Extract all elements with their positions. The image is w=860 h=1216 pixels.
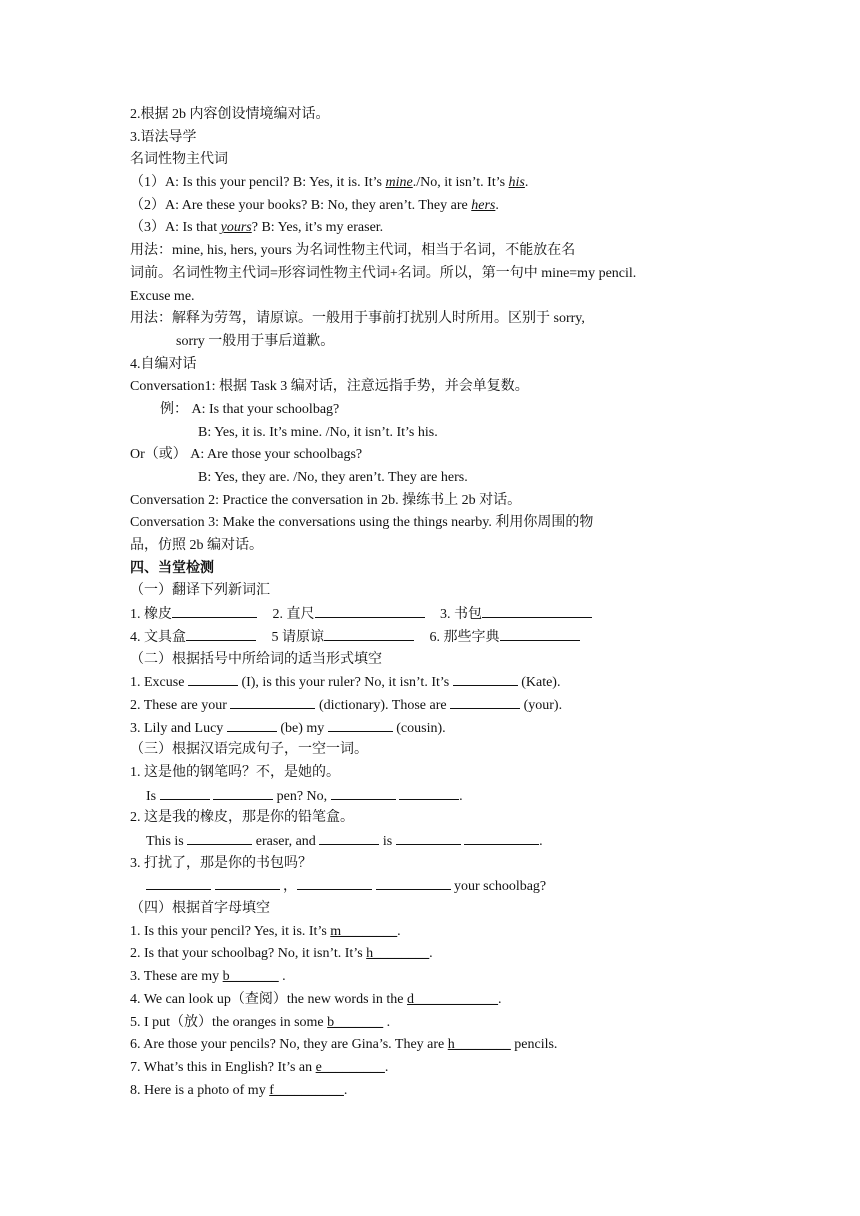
usage-note-3: 用法：解释为劳驾，请原谅。一般用于事前打扰别人时所用。区别于 sorry,: [130, 311, 585, 327]
example-1: （1）A: Is this your pencil? B: Yes, it is. It’s mine./No, it isn’t. It’s his.: [130, 175, 529, 191]
translate-1-prompt: 1. 这是他的钢笔吗？不，是她的。: [130, 764, 340, 780]
example-3: （3）A: Is that yours? B: Yes, it’s my eraser.: [130, 220, 384, 236]
fill-blank[interactable]: [328, 717, 393, 732]
answer-blank[interactable]: [213, 785, 273, 800]
conversation-3a: Conversation 3: Make the conversations using the things nearby. 利用你周围的物: [130, 515, 594, 531]
fill-3: 3. Lily and Lucy (be) my (cousin).: [130, 717, 690, 740]
answer-blank[interactable]: [215, 875, 280, 890]
fill-blank[interactable]: [450, 694, 520, 709]
example-label-a: 例： A: Is that your schoolbag?: [160, 401, 340, 417]
initial-letter-8: 8. Here is a photo of my f__________.: [130, 1082, 348, 1098]
vocab-row-2: 4. 文具盒 5 请原谅 6. 那些字典: [130, 626, 690, 649]
translate-3-answer: ， your schoolbag?: [130, 875, 690, 898]
initial-letter-3: 3. These are my b_______ .: [130, 969, 286, 985]
initial-letter-5: 5. I put（放）the oranges in some b_______ .: [130, 1014, 391, 1030]
fill-blank[interactable]: [230, 694, 315, 709]
fill-blank[interactable]: [227, 717, 277, 732]
initial-letter-6: 6. Are those your pencils? No, they are Gina’s. They are h________ pencils.: [130, 1037, 558, 1053]
usage-note-2: 词前。名词性物主代词=形容词性物主代词+名词。所以，第一句中 mine=my pencil.: [130, 265, 637, 281]
vocab-blank[interactable]: [500, 626, 580, 641]
excuse-me-heading: Excuse me.: [130, 288, 195, 304]
part-4-heading: （四）根据首字母填空: [130, 901, 270, 917]
answer-blank[interactable]: [331, 785, 396, 800]
initial-letter-7: 7. What’s this in English? It’s an e_________.: [130, 1059, 389, 1075]
vocab-blank[interactable]: [482, 603, 592, 618]
example-label-b: B: Yes, it is. It’s mine. /No, it isn’t. It’s his.: [198, 424, 438, 440]
initial-letter-2: 2. Is that your schoolbag? No, it isn’t. It’s h________.: [130, 946, 433, 962]
letter-blank[interactable]: e_________: [315, 1059, 385, 1075]
answer-blank[interactable]: [160, 785, 210, 800]
self-dialogue-heading: 4.自编对话: [130, 356, 197, 372]
grammar-topic: 名词性物主代词: [130, 152, 228, 168]
answer-blank[interactable]: [464, 830, 539, 845]
part-2-heading: （二）根据括号中所给词的适当形式填空: [130, 651, 382, 667]
item-2b-dialogue: 2.根据 2b 内容创设情境编对话。: [130, 107, 330, 122]
grammar-heading: 3.语法导学: [130, 129, 197, 145]
answer-blank[interactable]: [376, 875, 451, 890]
part-1-heading: （一）翻译下列新词汇: [130, 583, 270, 599]
answer-blank[interactable]: [399, 785, 459, 800]
answer-blank[interactable]: [396, 830, 461, 845]
fill-blank[interactable]: [188, 671, 238, 686]
answer-blank[interactable]: [297, 875, 372, 890]
fill-1: 1. Excuse (I), is this your ruler? No, it isn’t. It’s (Kate).: [130, 671, 690, 694]
initial-letter-4: 4. We can look up（查阅）the new words in the d____________.: [130, 991, 502, 1007]
translate-3-prompt: 3. 打扰了，那是你的书包吗？: [130, 855, 312, 871]
example-2: （2）A: Are these your books? B: No, they aren’t. They are hers.: [130, 197, 499, 213]
answer-blank[interactable]: [319, 830, 379, 845]
answer-blank[interactable]: [146, 875, 211, 890]
usage-note-4: sorry 一般用于事后道歉。: [176, 333, 335, 349]
translate-2-prompt: 2. 这是我的橡皮，那是你的铅笔盒。: [130, 810, 354, 826]
letter-blank[interactable]: h________: [447, 1037, 511, 1053]
part-3-heading: （三）根据汉语完成句子，一空一词。: [130, 742, 368, 758]
fill-blank[interactable]: [453, 671, 518, 686]
conversation-2: Conversation 2: Practice the conversation in 2b. 操练书上 2b 对话。: [130, 492, 522, 508]
letter-blank[interactable]: b_______: [327, 1014, 384, 1030]
translate-2-answer: This is eraser, and is .: [130, 830, 690, 853]
vocab-blank[interactable]: [324, 626, 414, 641]
section-4-heading: 四、当堂检测: [130, 560, 214, 576]
vocab-blank[interactable]: [186, 626, 256, 641]
letter-blank[interactable]: f__________: [269, 1082, 344, 1098]
or-label-a: Or（或） A: Are those your schoolbags?: [130, 447, 363, 463]
worksheet-body: [130, 104, 690, 1102]
letter-blank[interactable]: b_______: [222, 969, 279, 985]
letter-blank[interactable]: h________: [366, 946, 430, 962]
initial-letter-1: 1. Is this your pencil? Yes, it is. It’s m________.: [130, 923, 401, 939]
letter-blank[interactable]: d____________: [407, 991, 499, 1007]
conversation-1: Conversation1: 根据 Task 3 编对话，注意远指手势，并会单复数。: [130, 379, 529, 395]
vocab-blank[interactable]: [172, 603, 257, 618]
vocab-row-1: 1. 橡皮 2. 直尺 3. 书包: [130, 603, 690, 626]
conversation-3b: 品，仿照 2b 编对话。: [130, 538, 263, 554]
translate-1-answer: Is pen? No, .: [130, 785, 690, 808]
or-label-b: B: Yes, they are. /No, they aren’t. They are hers.: [198, 470, 468, 485]
usage-note-1: 用法：mine, his, hers, yours 为名词性物主代词，相当于名词，不能放在名: [130, 243, 576, 259]
fill-2: 2. These are your (dictionary). Those are (your).: [130, 694, 690, 717]
answer-blank[interactable]: [187, 830, 252, 845]
vocab-blank[interactable]: [315, 603, 425, 618]
letter-blank[interactable]: m________: [330, 923, 398, 939]
